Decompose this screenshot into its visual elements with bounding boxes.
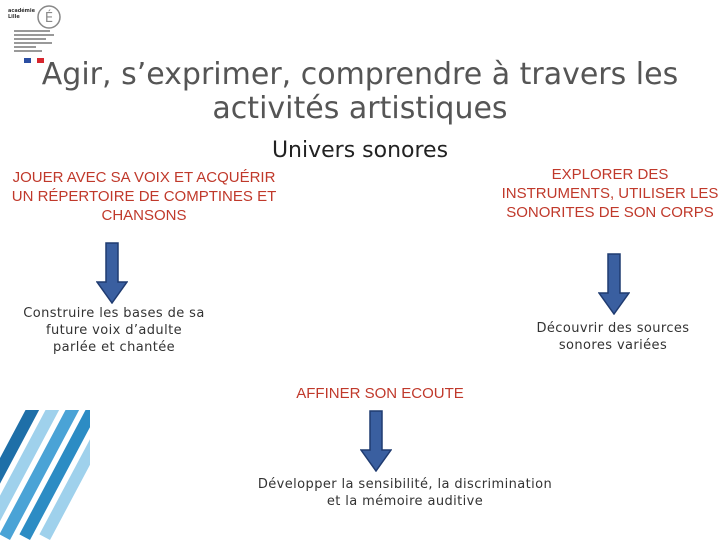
page-subtitle: Univers sonores	[271, 138, 449, 163]
center-down-arrow-icon	[360, 410, 392, 472]
logo-line-1: académie	[8, 8, 35, 14]
svg-text:É: É	[44, 11, 54, 26]
left-description: Construire les bases de sa future voix d’adulte parlée et chantée	[23, 306, 205, 355]
logo-line-2: Lille	[8, 14, 20, 20]
left-down-arrow-icon	[96, 242, 128, 304]
corner-decoration	[0, 410, 90, 540]
right-down-arrow-icon	[598, 253, 630, 315]
marianne-seal-icon	[36, 4, 62, 30]
right-description: Découvrir des sources sonores variées	[536, 321, 690, 353]
left-heading: JOUER AVEC SA VOIX ET ACQUÉRIR UN RÉPERTOIRE DE COMPTINES ET CHANSONS	[11, 169, 277, 224]
logo-subtext	[14, 30, 54, 54]
center-heading: AFFINER SON ECOUTE	[296, 385, 464, 402]
page-title: Agir, s’exprimer, comprendre à travers les activités artistiques	[41, 57, 679, 126]
right-heading: EXPLORER DES INSTRUMENTS, UTILISER LES SONORITES DE SON CORPS	[501, 166, 719, 221]
center-description: Développer la sensibilité, la discrimination et la mémoire auditive	[257, 477, 553, 509]
